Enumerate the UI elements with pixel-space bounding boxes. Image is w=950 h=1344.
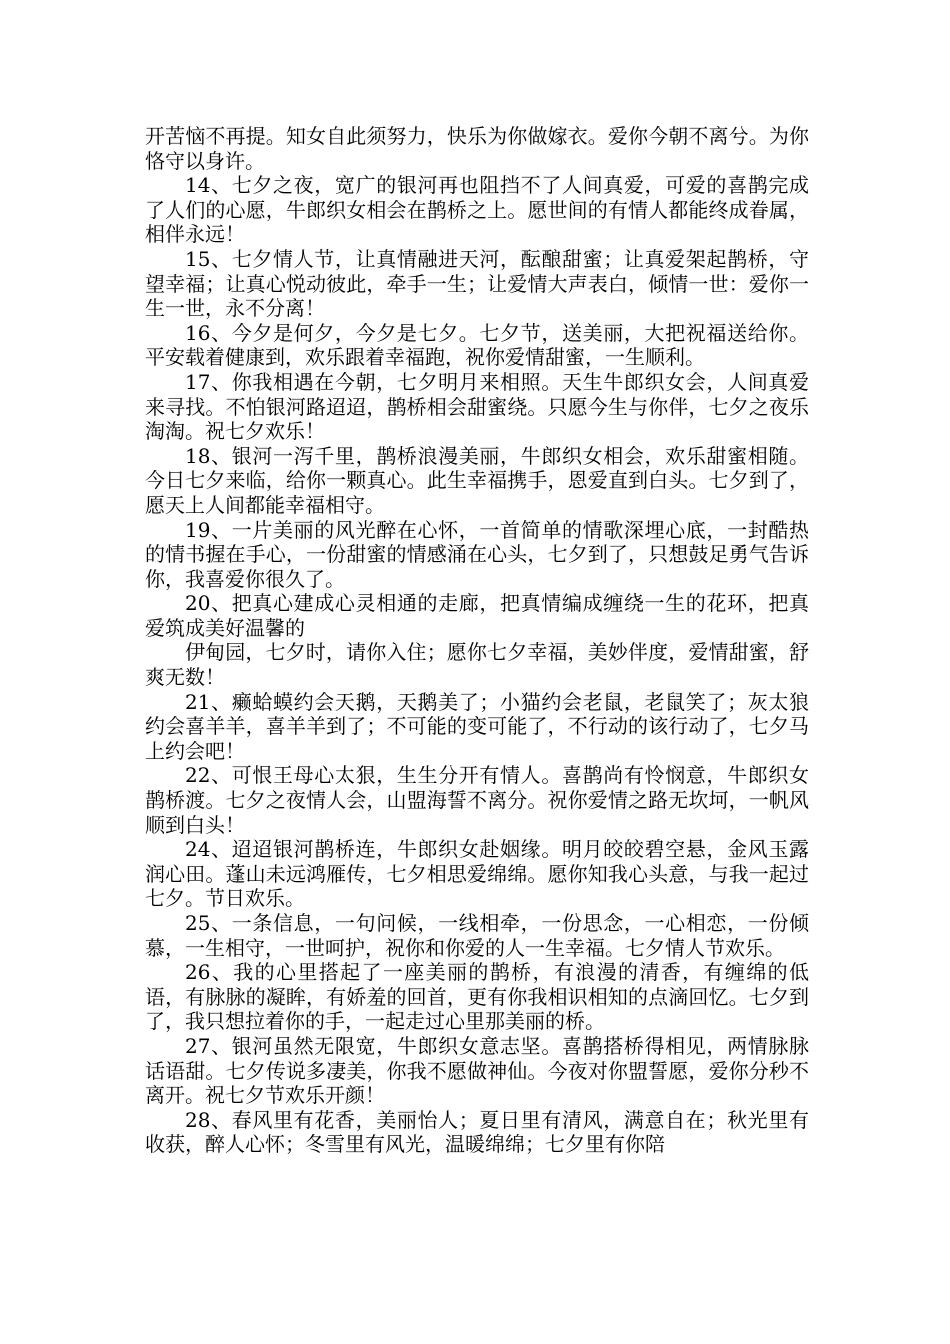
paragraph-28: 28、春风里有花香，美丽怡人；夏日里有清风，满意自在；秋光里有收获，醉人心怀；冬雪里有风光，温暖绵绵；七夕里有你陪: [145, 1107, 809, 1157]
paragraph-21: 21、癞蛤蟆约会天鹅，天鹅美了；小猫约会老鼠，老鼠笑了；灰太狼约会喜羊羊，喜羊羊到了；不可能的变可能了，不行动的该行动了，七夕马上约会吧！: [145, 689, 809, 763]
paragraph-26: 26、我的心里搭起了一座美丽的鹊桥，有浪漫的清香，有缠绵的低语，有脉脉的凝眸，有娇羞的回首，更有你我相识相知的点滴回忆。七夕到了，我只想拉着你的手，一起走过心里那美丽的桥。: [145, 960, 809, 1034]
paragraph-17: 17、你我相遇在今朝，七夕明月来相照。天生牛郎织女会，人间真爱来寻找。不怕银河路迢迢，鹊桥相会甜蜜绕。只愿今生与你伴，七夕之夜乐淘淘。祝七夕欢乐！: [145, 369, 809, 444]
paragraph-18: 18、银河一泻千里，鹊桥浪漫美丽，牛郎织女相会，欢乐甜蜜相随。今日七夕来临，给你一颗真心。此生幸福携手，恩爱直到白头。七夕到了，愿天上人间都能幸福相守。: [145, 443, 809, 517]
document-page: [145, 124, 809, 1157]
paragraph-15: 15、七夕情人节，让真情融进天河，酝酿甜蜜；让真爱架起鹊桥，守望幸福；让真心悦动彼此，牵手一生；让爱情大声表白，倾情一世：爱你一生一世，永不分离！: [145, 246, 809, 321]
paragraph-27: 27、银河虽然无限宽，牛郎织女意志坚。喜鹊搭桥得相见，两情脉脉话语甜。七夕传说多凄美，你我不愿做神仙。今夜对你盟誓愿，爱你分秒不离开。祝七夕节欢乐开颜！: [145, 1033, 809, 1108]
paragraph-14: 14、七夕之夜，宽广的银河再也阻挡不了人间真爱，可爱的喜鹊完成了人们的心愿，牛郎织女相会在鹊桥之上。愿世间的有情人都能终成眷属，相伴永远！: [145, 173, 809, 247]
paragraph-25: 25、一条信息，一句问候，一线相牵，一份思念，一心相恋，一份倾慕，一生相守，一世呵护，祝你和你爱的人一生幸福。七夕情人节欢乐。: [145, 911, 809, 960]
paragraph-22: 22、可恨王母心太狠，生生分开有情人。喜鹊尚有怜悯意，牛郎织女鹊桥渡。七夕之夜情人会，山盟海誓不离分。祝你爱情之路无坎坷，一帆风顺到白头！: [145, 763, 809, 837]
paragraph-19: 19、一片美丽的风光醉在心怀，一首简单的情歌深埋心底，一封酷热的情书握在手心，一份甜蜜的情感涌在心头，七夕到了，只想鼓足勇气告诉你，我喜爱你很久了。: [145, 517, 809, 591]
paragraph-20: 20、把真心建成心灵相通的走廊，把真情编成缠绕一生的花环，把真爱筑成美好温馨的: [145, 591, 809, 640]
paragraph-24: 24、迢迢银河鹊桥连，牛郎织女赴姻缘。明月皎皎碧空悬，金风玉露润心田。蓬山未远鸿雁传，七夕相思爱绵绵。愿你知我心头意，与我一起过七夕。节日欢乐。: [145, 837, 809, 911]
paragraph-0: 开苦恼不再提。知女自此须努力，快乐为你做嫁衣。爱你今朝不离兮。为你恪守以身许。: [145, 124, 809, 173]
paragraph-20-continued: 伊甸园，七夕时，请你入住；愿你七夕幸福，美妙伴度，爱情甜蜜，舒爽无数！: [145, 640, 809, 690]
paragraph-16: 16、今夕是何夕，今夕是七夕。七夕节，送美丽，大把祝福送给你。平安载着健康到，欢乐跟着幸福跑，祝你爱情甜蜜，一生顺利。: [145, 320, 809, 370]
